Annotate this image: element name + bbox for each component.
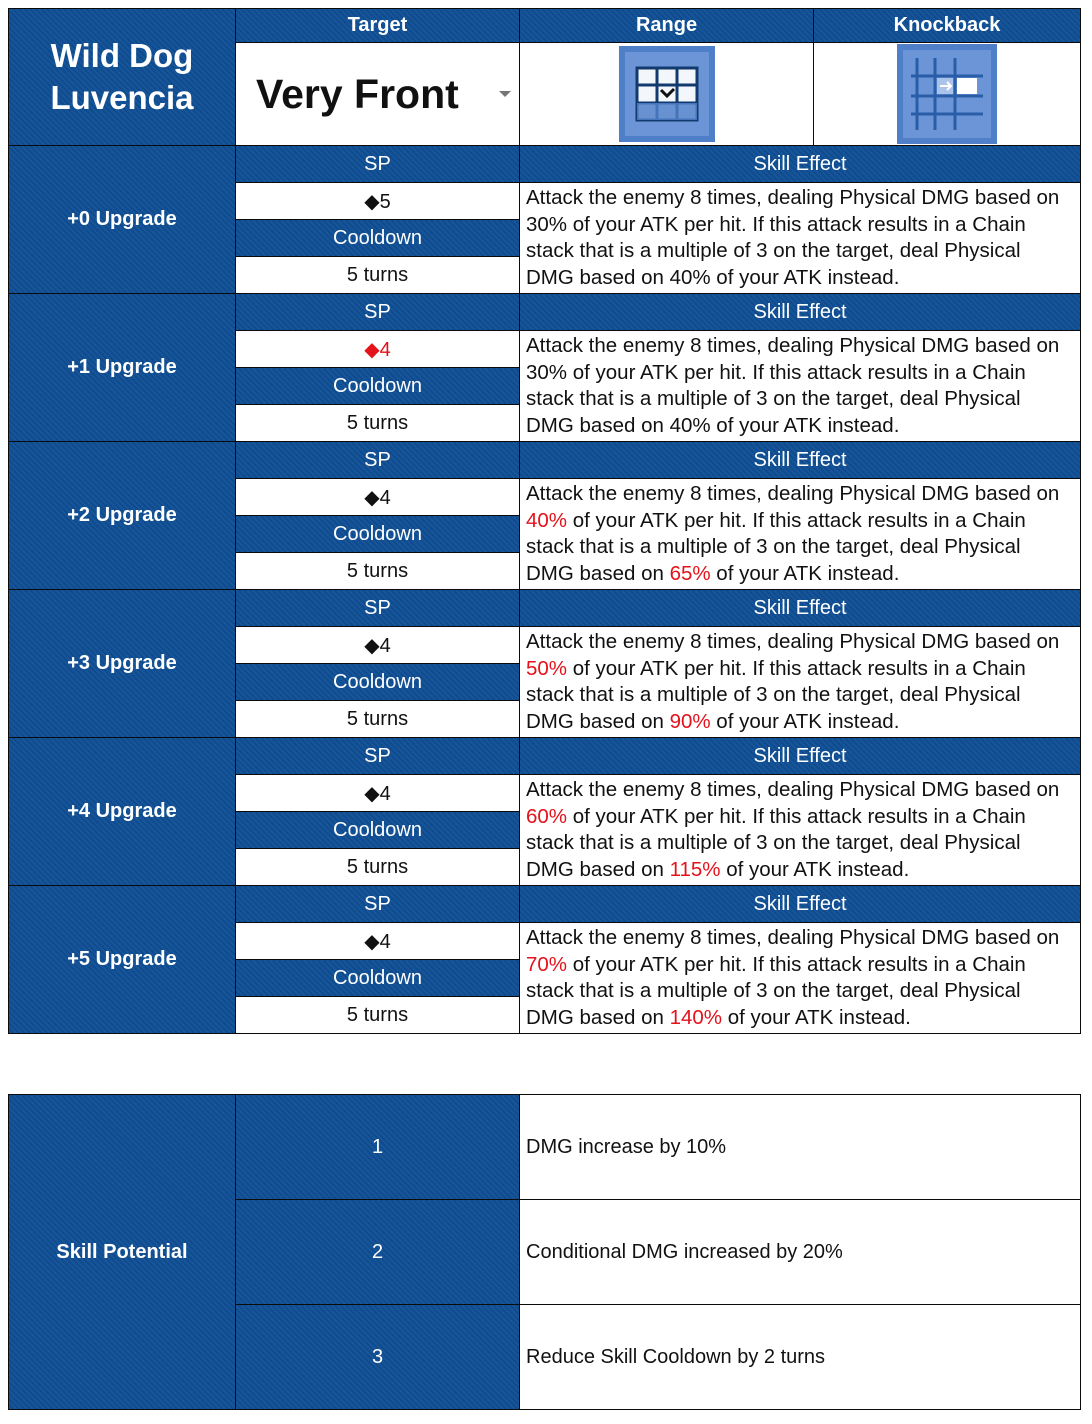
cooldown-value: 5 turns xyxy=(236,257,520,294)
cooldown-value: 5 turns xyxy=(236,405,520,442)
sp-value: 4 xyxy=(379,782,391,805)
effect-text-part: of your ATK instead. xyxy=(710,709,900,733)
chain-percent: 140% xyxy=(669,1005,723,1029)
dropdown-caret-icon[interactable] xyxy=(499,91,511,97)
per-hit-percent: 70% xyxy=(526,952,568,976)
cooldown-header: Cooldown xyxy=(236,960,520,997)
upgrade-label: +5 Upgrade xyxy=(9,886,236,1034)
unit-name-cell xyxy=(9,9,236,146)
effect-text-part: Attack the enemy 8 times, dealing Physical DMG based on xyxy=(526,334,1060,357)
range-header: Range xyxy=(520,9,814,43)
chain-percent: 90% xyxy=(669,709,711,733)
sp-value: 4 xyxy=(379,486,391,509)
effect-text-part: of your ATK per hit. If this attack results in a Chain stack that is a multiple of 3 on the target, deal Physical DMG based on xyxy=(526,656,1026,733)
sp-diamond-icon: ◆ xyxy=(364,338,380,361)
cooldown-value: 5 turns xyxy=(236,701,520,738)
skill-effect-header: Skill Effect xyxy=(520,146,1081,183)
effect-text-part: of your ATK per hit. If this attack results in a Chain stack that is a multiple of 3 on the target, deal Physical DMG based on xyxy=(526,804,1026,881)
effect-text-part: of your ATK per hit. If this attack results in a Chain stack that is a multiple of 3 on the target, deal Physical DMG based on xyxy=(526,212,1026,289)
potential-text: Reduce Skill Cooldown by 2 turns xyxy=(520,1305,1081,1410)
effect-text-part: Attack the enemy 8 times, dealing Physical DMG based on xyxy=(526,630,1060,653)
sp-diamond-icon: ◆ xyxy=(364,782,380,805)
target-dropdown[interactable] xyxy=(236,43,520,146)
skill-effect-header: Skill Effect xyxy=(520,886,1081,923)
cooldown-value: 5 turns xyxy=(236,553,520,590)
per-hit-percent: 30% xyxy=(526,360,568,384)
per-hit-percent: 50% xyxy=(526,656,568,680)
upgrade-label: +3 Upgrade xyxy=(9,590,236,738)
sp-value: 4 xyxy=(379,634,391,657)
skill-effect-text xyxy=(520,627,1081,738)
skill-effect-header: Skill Effect xyxy=(520,590,1081,627)
effect-text-part: of your ATK per hit. If this attack results in a Chain stack that is a multiple of 3 on the target, deal Physical DMG based on xyxy=(526,360,1026,437)
skill-effect-text xyxy=(520,775,1081,886)
upgrade-label: +2 Upgrade xyxy=(9,442,236,590)
effect-text-part: Attack the enemy 8 times, dealing Physical DMG based on xyxy=(526,778,1060,801)
sp-value-cell xyxy=(236,331,520,368)
effect-text-part: of your ATK instead. xyxy=(710,265,900,289)
upgrade-label: +0 Upgrade xyxy=(9,146,236,294)
sp-value: 5 xyxy=(379,190,391,213)
target-header: Target xyxy=(236,9,520,43)
knockback-cell xyxy=(814,43,1081,146)
effect-text-part: of your ATK instead. xyxy=(710,561,900,585)
skill-effect-header: Skill Effect xyxy=(520,294,1081,331)
sp-header: SP xyxy=(236,294,520,331)
skill-effect-text xyxy=(520,331,1081,442)
skill-effect-text xyxy=(520,479,1081,590)
cooldown-header: Cooldown xyxy=(236,664,520,701)
potential-number: 3 xyxy=(236,1305,520,1410)
skill-effect-header: Skill Effect xyxy=(520,738,1081,775)
skill-effect-text xyxy=(520,183,1081,294)
chain-percent: 40% xyxy=(669,413,711,437)
sp-value: 4 xyxy=(379,930,391,953)
skill-potential-table xyxy=(8,1094,1081,1410)
knockback-grid-icon xyxy=(897,44,997,144)
per-hit-percent: 30% xyxy=(526,212,568,236)
sp-diamond-icon: ◆ xyxy=(364,190,380,213)
effect-text-part: Attack the enemy 8 times, dealing Physical DMG based on xyxy=(526,926,1060,949)
chain-percent: 115% xyxy=(669,857,721,881)
sp-header: SP xyxy=(236,738,520,775)
skill-effect-text xyxy=(520,923,1081,1034)
effect-text-part: of your ATK instead. xyxy=(710,413,900,437)
cooldown-header: Cooldown xyxy=(236,368,520,405)
sp-value: 4 xyxy=(379,338,391,361)
sp-diamond-icon: ◆ xyxy=(364,930,380,953)
skill-table xyxy=(8,8,1081,1034)
cooldown-header: Cooldown xyxy=(236,220,520,257)
effect-text-part: of your ATK per hit. If this attack results in a Chain stack that is a multiple of 3 on the target, deal Physical DMG based on xyxy=(526,952,1026,1029)
per-hit-percent: 60% xyxy=(526,804,568,828)
cooldown-header: Cooldown xyxy=(236,812,520,849)
sp-value-cell xyxy=(236,923,520,960)
effect-text-part: of your ATK instead. xyxy=(722,1005,911,1029)
cooldown-value: 5 turns xyxy=(236,849,520,886)
potential-number: 1 xyxy=(236,1095,520,1200)
target-value: Very Front xyxy=(256,71,459,117)
sp-header: SP xyxy=(236,146,520,183)
chain-percent: 40% xyxy=(669,265,711,289)
effect-text-part: Attack the enemy 8 times, dealing Physical DMG based on xyxy=(526,186,1060,209)
potential-text: DMG increase by 10% xyxy=(520,1095,1081,1200)
upgrade-label: +1 Upgrade xyxy=(9,294,236,442)
chain-percent: 65% xyxy=(669,561,711,585)
range-grid-icon xyxy=(619,46,715,142)
sp-diamond-icon: ◆ xyxy=(364,634,380,657)
range-cell xyxy=(520,43,814,146)
unit-name: Wild Dog Luvencia xyxy=(50,37,194,116)
cooldown-header: Cooldown xyxy=(236,516,520,553)
sp-value-cell xyxy=(236,183,520,220)
sp-diamond-icon: ◆ xyxy=(364,486,380,509)
sp-header: SP xyxy=(236,886,520,923)
per-hit-percent: 40% xyxy=(526,508,568,532)
skill-effect-header: Skill Effect xyxy=(520,442,1081,479)
effect-text-part: of your ATK instead. xyxy=(720,857,910,881)
sp-value-cell xyxy=(236,479,520,516)
cooldown-value: 5 turns xyxy=(236,997,520,1034)
upgrade-label: +4 Upgrade xyxy=(9,738,236,886)
sp-header: SP xyxy=(236,442,520,479)
effect-text-part: Attack the enemy 8 times, dealing Physical DMG based on xyxy=(526,482,1060,505)
potential-text: Conditional DMG increased by 20% xyxy=(520,1200,1081,1305)
potential-number: 2 xyxy=(236,1200,520,1305)
knockback-header: Knockback xyxy=(814,9,1081,43)
sp-header: SP xyxy=(236,590,520,627)
effect-text-part: of your ATK per hit. If this attack results in a Chain stack that is a multiple of 3 on the target, deal Physical DMG based on xyxy=(526,508,1026,585)
sp-value-cell xyxy=(236,627,520,664)
skill-potential-label: Skill Potential xyxy=(9,1095,236,1410)
sp-value-cell xyxy=(236,775,520,812)
